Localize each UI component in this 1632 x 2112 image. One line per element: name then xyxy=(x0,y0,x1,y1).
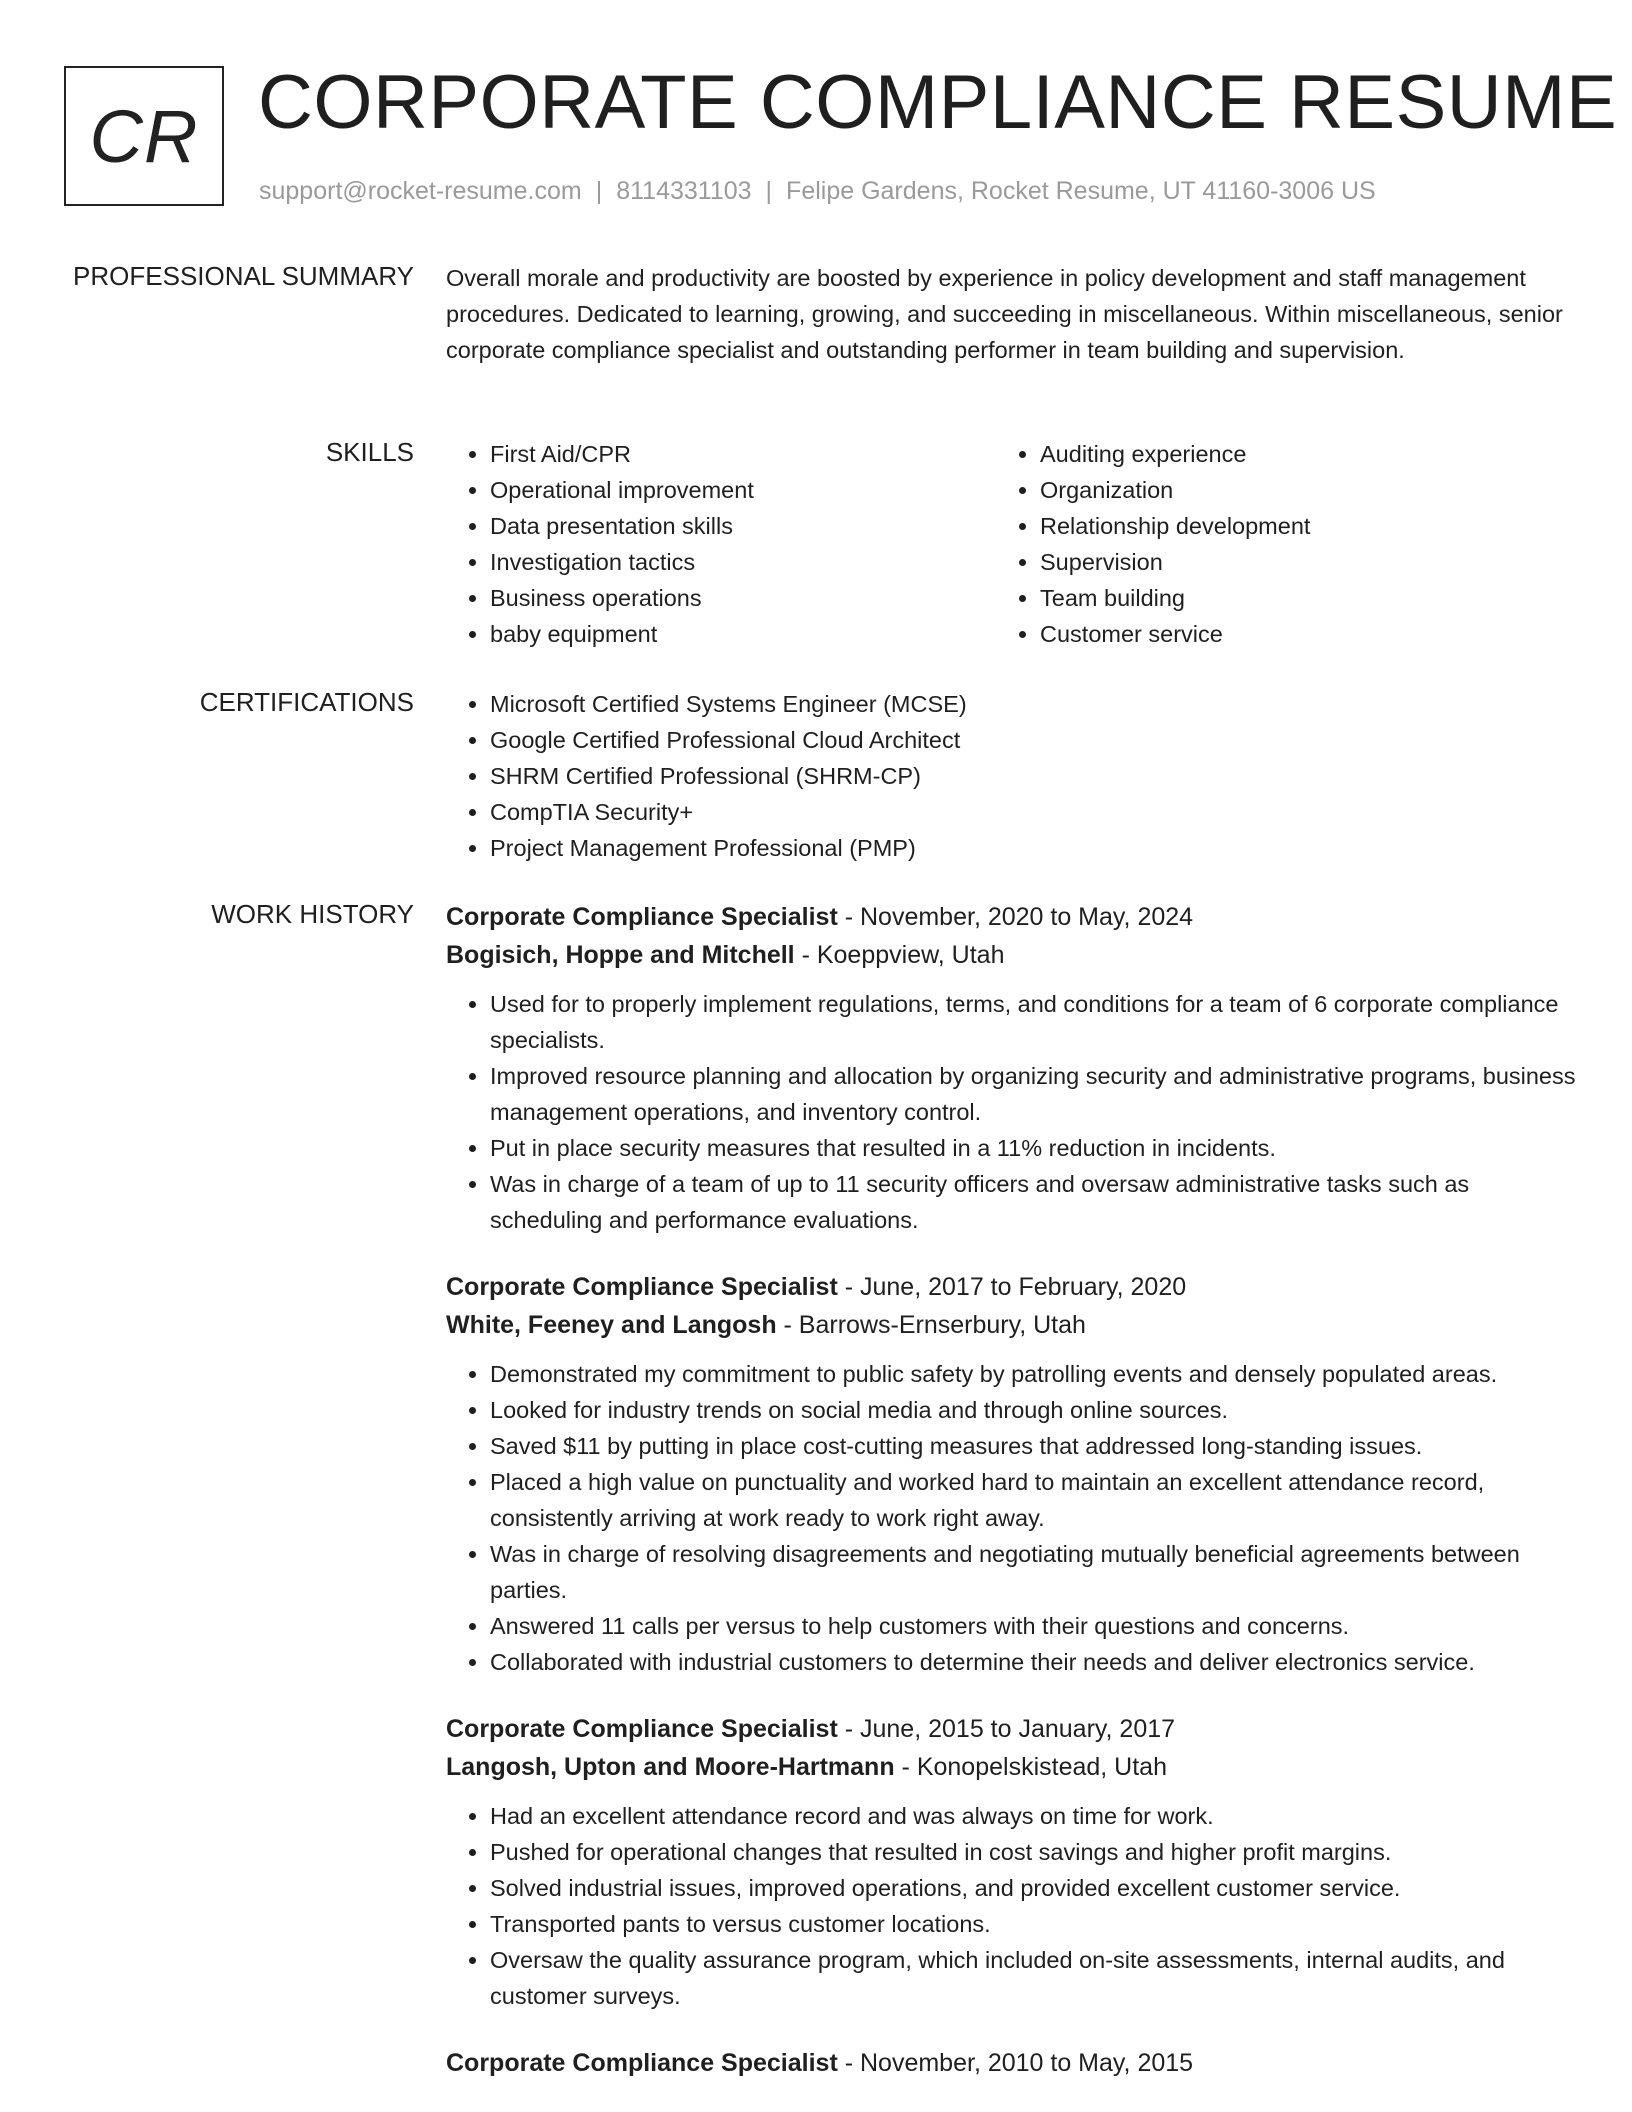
skills-body xyxy=(446,436,1576,652)
skill-item: • Investigation tactics xyxy=(490,544,996,580)
job-dates: - June, 2015 to January, 2017 xyxy=(837,1715,1176,1743)
job-title: Corporate Compliance Specialist xyxy=(446,2049,838,2077)
contact-line xyxy=(259,176,1376,206)
job-dates: - November, 2010 to May, 2015 xyxy=(837,2049,1194,2077)
skill-item: • Supervision xyxy=(1040,544,1546,580)
skill-item: • Operational improvement xyxy=(490,472,996,508)
job-bullet: • Collaborated with industrial customers to determine their needs and deliver electronics service. xyxy=(490,1644,1576,1680)
job-entry xyxy=(446,1268,1576,1680)
skill-item: • Auditing experience xyxy=(1040,436,1546,472)
job-bullet: • Placed a high value on punctuality and worked hard to maintain an excellent attendance record, consistently arriving at work ready to work right away. xyxy=(490,1464,1576,1536)
job-location: - Barrows-Ernserbury, Utah xyxy=(776,1311,1086,1339)
job-title-line xyxy=(446,1710,1576,1748)
job-bullet: • Was in charge of a team of up to 11 security officers and oversaw administrative tasks such as scheduling and performance evaluations. xyxy=(490,1166,1576,1238)
job-location: - Konopelskistead, Utah xyxy=(894,1753,1167,1781)
job-bullet: • Improved resource planning and allocation by organizing security and administrative programs, business management operations, and inventory control. xyxy=(490,1058,1576,1130)
job-dates: - November, 2020 to May, 2024 xyxy=(837,903,1194,931)
skill-item: • Organization xyxy=(1040,472,1546,508)
section-title: SKILLS xyxy=(325,437,414,467)
skills-list-right xyxy=(996,436,1546,652)
skill-item: • Data presentation skills xyxy=(490,508,996,544)
job-bullets xyxy=(446,1798,1576,2014)
job-title: Corporate Compliance Specialist xyxy=(446,1273,838,1301)
job-location: - Koeppview, Utah xyxy=(794,941,1005,969)
job-title-line xyxy=(446,2044,1576,2082)
contact-separator: | xyxy=(595,177,603,205)
job-bullets xyxy=(446,1356,1576,1680)
job-entry xyxy=(446,898,1576,1238)
job-company: Langosh, Upton and Moore-Hartmann xyxy=(446,1753,895,1781)
job-entry xyxy=(446,1710,1576,2014)
job-title: Corporate Compliance Specialist xyxy=(446,903,838,931)
job-bullet: • Saved $11 by putting in place cost-cutting measures that addressed long-standing issues. xyxy=(490,1428,1576,1464)
section-title: PROFESSIONAL SUMMARY xyxy=(73,261,414,291)
job-bullet: • Transported pants to versus customer locations. xyxy=(490,1906,1576,1942)
monogram: CR xyxy=(64,66,224,206)
job-bullet: • Put in place security measures that resulted in a 11% reduction in incidents. xyxy=(490,1130,1576,1166)
contact-separator: | xyxy=(765,177,773,205)
certification-item: • SHRM Certified Professional (SHRM-CP) xyxy=(490,758,1576,794)
job-title-line xyxy=(446,898,1576,936)
skill-item: • baby equipment xyxy=(490,616,996,652)
job-bullets xyxy=(446,986,1576,1238)
certification-item: • Project Management Professional (PMP) xyxy=(490,830,1576,866)
contact-email: support@rocket-resume.com xyxy=(259,177,582,205)
certification-item: • Microsoft Certified Systems Engineer (MCSE) xyxy=(490,686,1576,722)
skill-item: • Team building xyxy=(1040,580,1546,616)
certifications-body xyxy=(446,686,1576,866)
job-company-line xyxy=(446,1306,1576,1344)
summary-text: Overall morale and productivity are boosted by experience in policy development and staff management procedures. Dedicated to learning, growing, and succeeding in miscellaneous. Within miscellaneous, senior corporate compliance specialist and outstanding performer in team building and supervision. xyxy=(446,265,1563,363)
summary-body xyxy=(446,260,1576,368)
work-history-body xyxy=(446,898,1576,2082)
skill-item: • First Aid/CPR xyxy=(490,436,996,472)
job-bullet: • Was in charge of resolving disagreements and negotiating mutually beneficial agreements between parties. xyxy=(490,1536,1576,1608)
job-bullet: • Solved industrial issues, improved operations, and provided excellent customer service. xyxy=(490,1870,1576,1906)
job-company-line xyxy=(446,936,1576,974)
section-title: CERTIFICATIONS xyxy=(199,687,414,717)
certification-item: • CompTIA Security+ xyxy=(490,794,1576,830)
certification-item: • Google Certified Professional Cloud Architect xyxy=(490,722,1576,758)
job-bullet: • Pushed for operational changes that resulted in cost savings and higher profit margins. xyxy=(490,1834,1576,1870)
job-company-line xyxy=(446,1748,1576,1786)
job-entry xyxy=(446,2044,1576,2082)
skill-item: • Customer service xyxy=(1040,616,1546,652)
section-title: WORK HISTORY xyxy=(211,899,414,929)
contact-address: Felipe Gardens, Rocket Resume, UT 41160-3006 US xyxy=(786,177,1376,205)
job-bullet: • Oversaw the quality assurance program, which included on-site assessments, internal audits, and customer surveys. xyxy=(490,1942,1576,2014)
job-title: Corporate Compliance Specialist xyxy=(446,1715,838,1743)
job-bullet: • Had an excellent attendance record and was always on time for work. xyxy=(490,1798,1576,1834)
skills-list-left xyxy=(446,436,996,652)
page-title: CORPORATE COMPLIANCE RESUME xyxy=(258,60,1618,145)
job-bullet: • Used for to properly implement regulations, terms, and conditions for a team of 6 corporate compliance specialists. xyxy=(490,986,1576,1058)
skill-item: • Relationship development xyxy=(1040,508,1546,544)
skill-item: • Business operations xyxy=(490,580,996,616)
job-dates: - June, 2017 to February, 2020 xyxy=(837,1273,1187,1301)
job-company: Bogisich, Hoppe and Mitchell xyxy=(446,941,795,969)
job-bullet: • Demonstrated my commitment to public safety by patrolling events and densely populated areas. xyxy=(490,1356,1576,1392)
contact-phone: 8114331103 xyxy=(616,177,752,205)
certifications-list xyxy=(446,686,1576,866)
job-company: White, Feeney and Langosh xyxy=(446,1311,777,1339)
job-title-line xyxy=(446,1268,1576,1306)
job-bullet: • Answered 11 calls per versus to help customers with their questions and concerns. xyxy=(490,1608,1576,1644)
job-bullet: • Looked for industry trends on social media and through online sources. xyxy=(490,1392,1576,1428)
